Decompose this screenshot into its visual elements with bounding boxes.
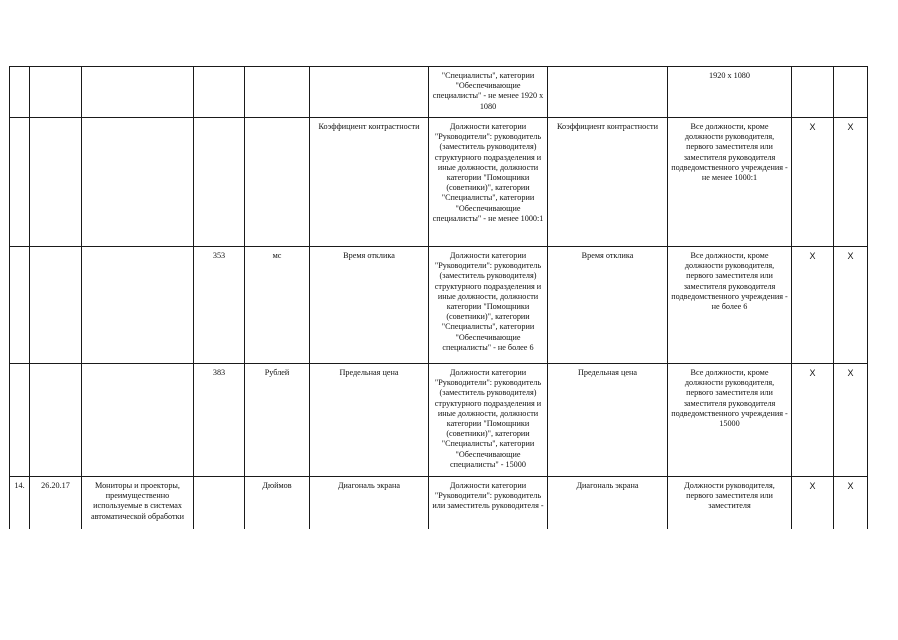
justification-cell: X: [792, 247, 834, 364]
okei-code-cell: 383: [194, 364, 245, 477]
characteristic-value-cell: "Специалисты", категории "Обеспечивающие специалисты" - не менее 1920 x 1080: [429, 67, 548, 118]
function-cell: X: [834, 477, 868, 530]
okpd-code-cell: [30, 118, 82, 247]
row-number-cell: [10, 364, 30, 477]
approved-characteristic-cell: Коэффициент контрастности: [548, 118, 668, 247]
function-cell: X: [834, 364, 868, 477]
unit-name-cell: мс: [245, 247, 310, 364]
okei-code-cell: 353: [194, 247, 245, 364]
requirements-table: [9, 66, 868, 529]
approved-value-cell: Все должности, кроме должности руководителя, первого заместителя или заместителя руководителя подведомственного учреждения - не менее 1000:1: [668, 118, 792, 247]
unit-name-cell: Дюймов: [245, 477, 310, 530]
approved-value-cell: Все должности, кроме должности руководителя, первого заместителя или заместителя руководителя подведомственного учреждения - 15000: [668, 364, 792, 477]
product-name-cell: [82, 364, 194, 477]
function-cell: X: [834, 118, 868, 247]
approved-characteristic-cell: Диагональ экрана: [548, 477, 668, 530]
table-row: [10, 118, 868, 247]
row-number-cell: [10, 118, 30, 247]
table-row: [10, 247, 868, 364]
function-cell: X: [834, 247, 868, 364]
table-row: [10, 67, 868, 118]
table-row: [10, 364, 868, 477]
table-row: [10, 477, 868, 530]
okpd-code-cell: [30, 247, 82, 364]
characteristic-value-cell: Должности категории "Руководители": руководитель (заместитель руководителя) структурного подразделения и иные должности, должности категории "Помощники (советники)", категории "Специалисты", категории "Обеспечивающие специалисты" - не менее 1000:1: [429, 118, 548, 247]
justification-cell: X: [792, 118, 834, 247]
product-name-cell: [82, 247, 194, 364]
row-number-cell: [10, 67, 30, 118]
okpd-code-cell: 26.20.17: [30, 477, 82, 530]
justification-cell: X: [792, 477, 834, 530]
product-name-cell: [82, 67, 194, 118]
justification-cell: [792, 67, 834, 118]
approved-characteristic-cell: Время отклика: [548, 247, 668, 364]
function-cell: [834, 67, 868, 118]
approved-value-cell: Должности руководителя, первого заместителя или заместителя: [668, 477, 792, 530]
approved-value-cell: Все должности, кроме должности руководителя, первого заместителя или заместителя руководителя подведомственного учреждения - не более 6: [668, 247, 792, 364]
characteristic-cell: Диагональ экрана: [310, 477, 429, 530]
approved-characteristic-cell: Предельная цена: [548, 364, 668, 477]
characteristic-value-cell: Должности категории "Руководители": руководитель или заместитель руководителя -: [429, 477, 548, 530]
characteristic-value-cell: Должности категории "Руководители": руководитель (заместитель руководителя) структурного подразделения и иные должности, должности категории "Помощники (советники)", категории "Специалисты", категории "Обеспечивающие специалисты" - не более 6: [429, 247, 548, 364]
approved-characteristic-cell: [548, 67, 668, 118]
okei-code-cell: [194, 118, 245, 247]
row-number-cell: 14.: [10, 477, 30, 530]
row-number-cell: [10, 247, 30, 364]
unit-name-cell: [245, 118, 310, 247]
okei-code-cell: [194, 67, 245, 118]
characteristic-cell: [310, 67, 429, 118]
characteristic-value-cell: Должности категории "Руководители": руководитель (заместитель руководителя) структурного подразделения и иные должности, должности категории "Помощники (советники)", категории "Специалисты", категории "Обеспечивающие специалисты" - 15000: [429, 364, 548, 477]
okei-code-cell: [194, 477, 245, 530]
justification-cell: X: [792, 364, 834, 477]
product-name-cell: Мониторы и проекторы, преимущественно используемые в системах автоматической обработки: [82, 477, 194, 530]
characteristic-cell: Коэффициент контрастности: [310, 118, 429, 247]
unit-name-cell: Рублей: [245, 364, 310, 477]
okpd-code-cell: [30, 67, 82, 118]
unit-name-cell: [245, 67, 310, 118]
characteristic-cell: Время отклика: [310, 247, 429, 364]
approved-value-cell: 1920 x 1080: [668, 67, 792, 118]
okpd-code-cell: [30, 364, 82, 477]
product-name-cell: [82, 118, 194, 247]
characteristic-cell: Предельная цена: [310, 364, 429, 477]
